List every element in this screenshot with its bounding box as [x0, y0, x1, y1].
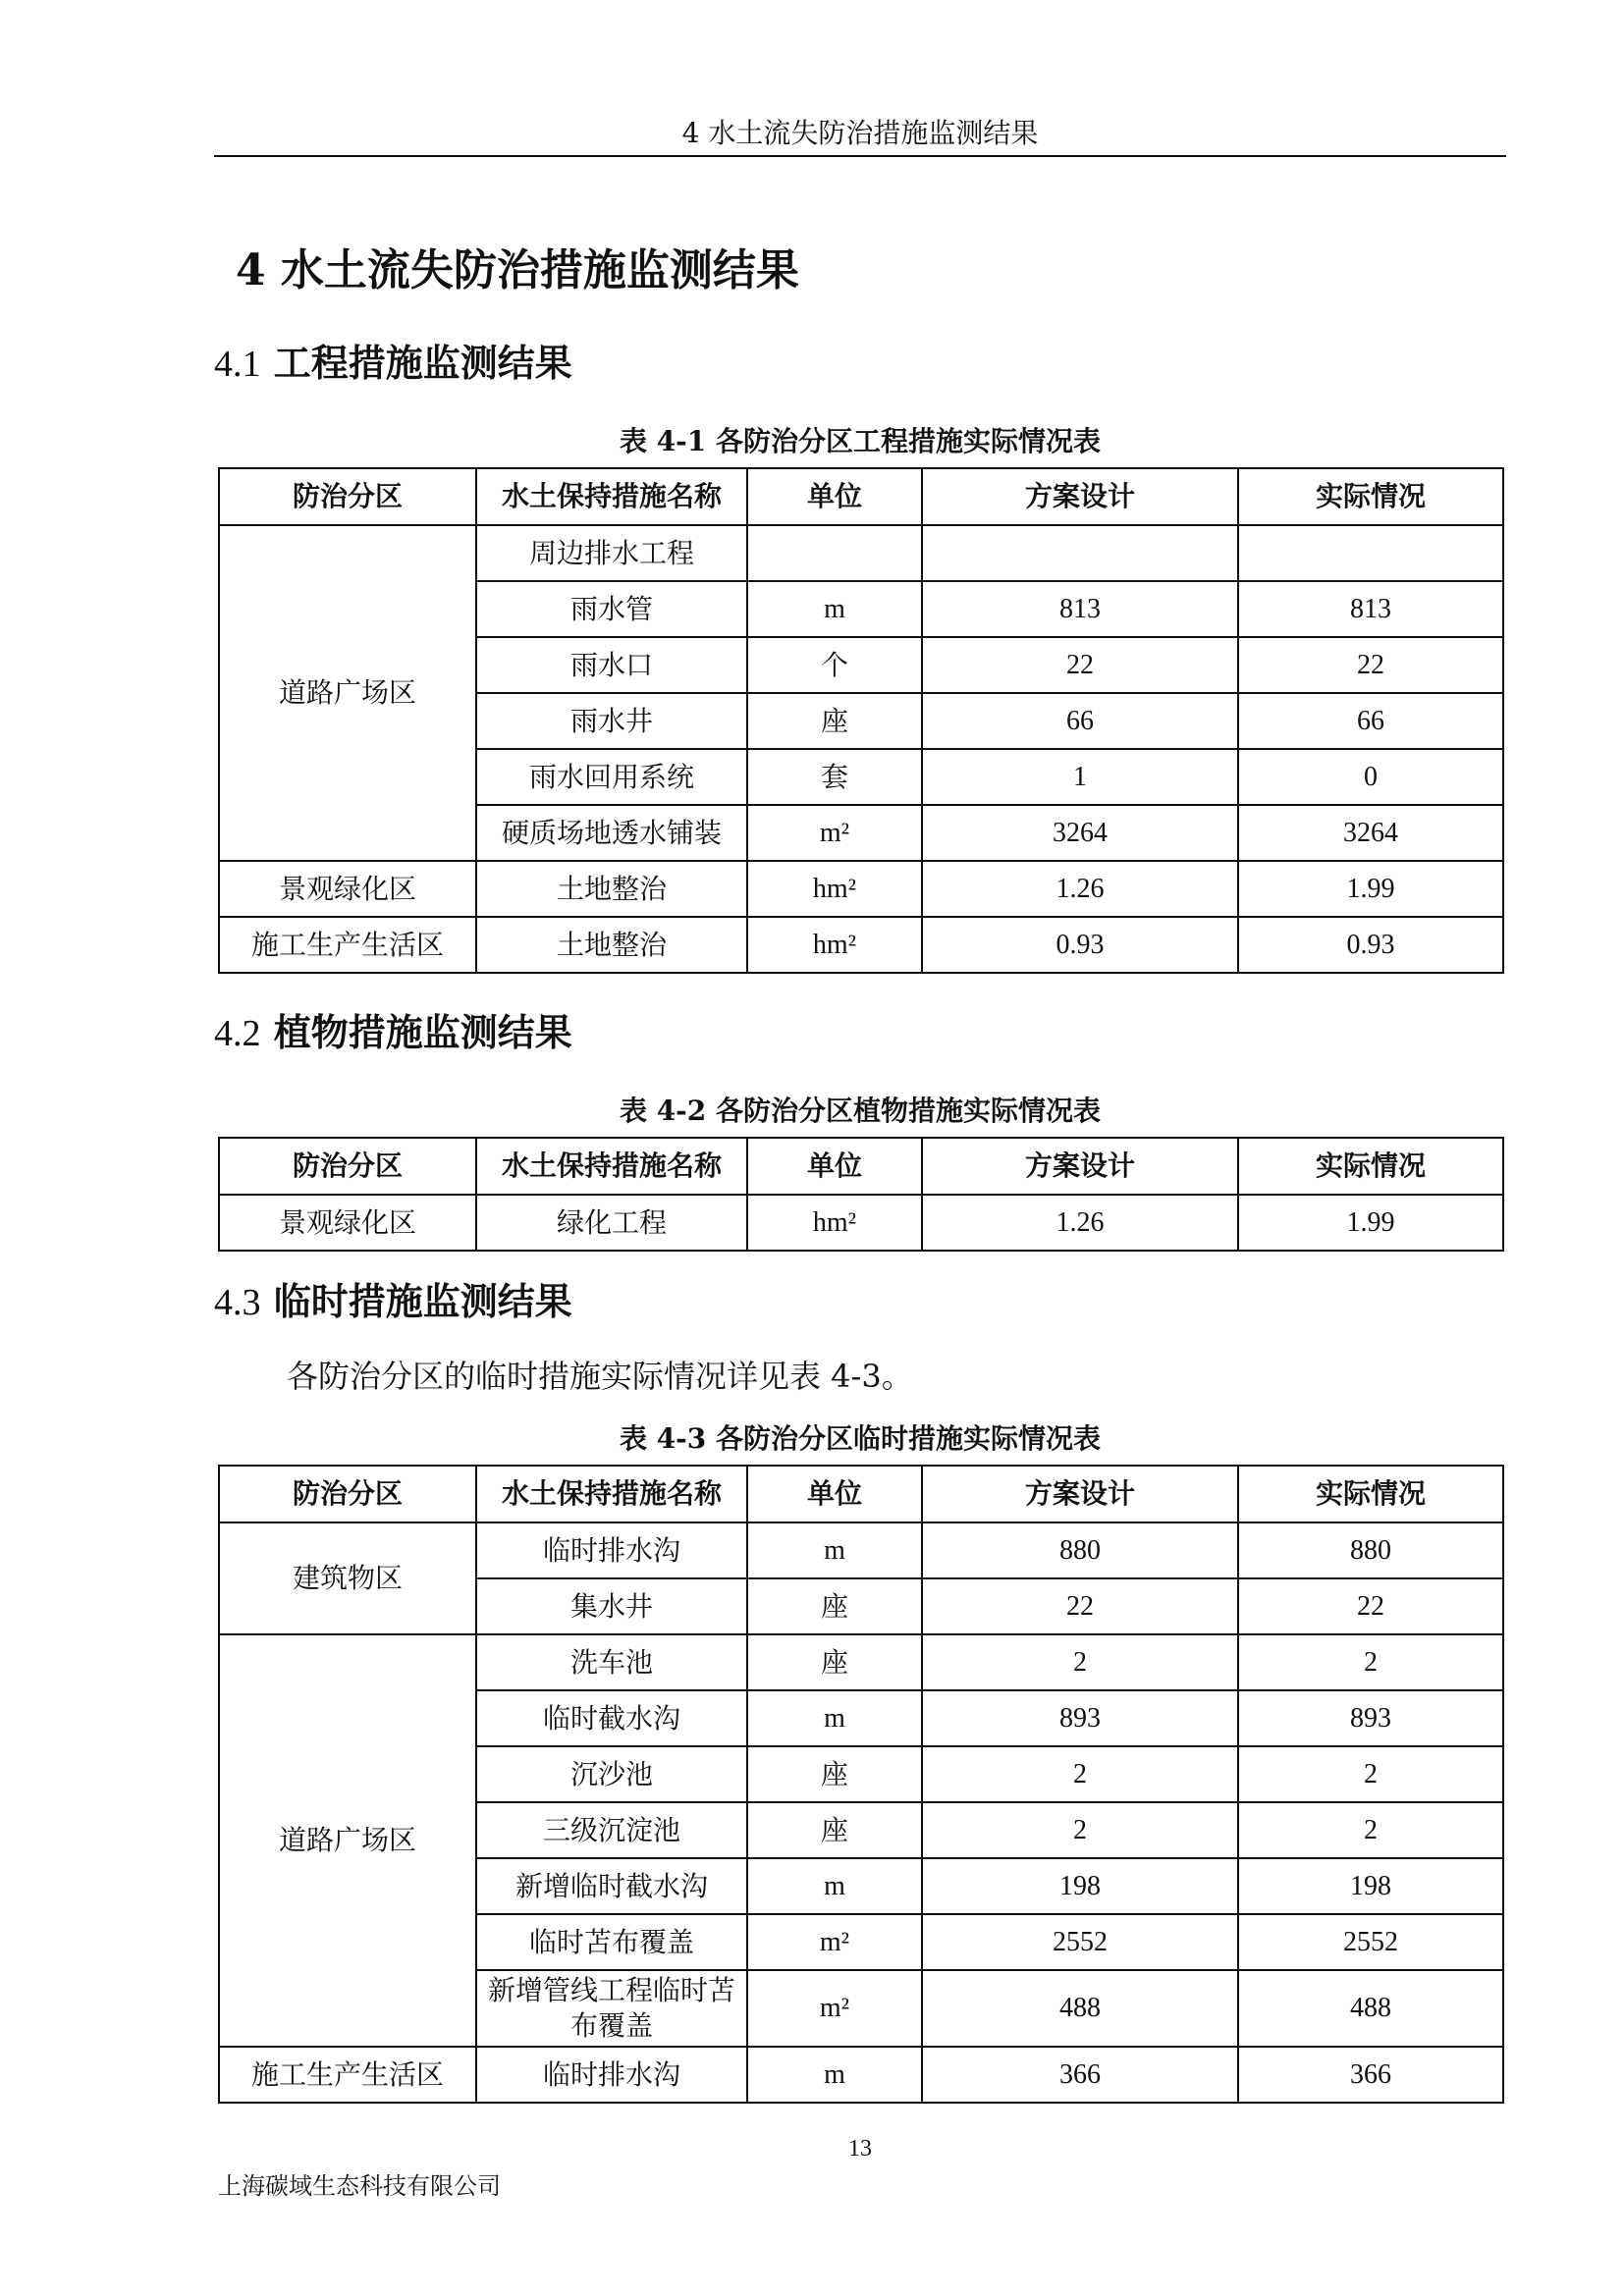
unit-cell: m² [747, 1914, 922, 1970]
unit-cell: 座 [747, 693, 922, 749]
measure-cell: 临时排水沟 [476, 2047, 747, 2103]
unit-cell: 座 [747, 1802, 922, 1858]
table-caption-4-3: 表 4-3 各防治分区临时措施实际情况表 [619, 1422, 1102, 1455]
column-header: 水土保持措施名称 [476, 468, 747, 525]
actual-cell: 893 [1238, 1690, 1503, 1746]
section-number: 4.3 [214, 1282, 261, 1323]
design-cell: 880 [922, 1522, 1238, 1578]
design-cell: 66 [922, 693, 1238, 749]
design-cell: 366 [922, 2047, 1238, 2103]
unit-cell: 座 [747, 1634, 922, 1690]
unit-cell: m [747, 1858, 922, 1914]
table-4-3-intro: 各防治分区的临时措施实际情况详见表 4-3。 [287, 1358, 913, 1395]
unit-cell [747, 525, 922, 581]
footer-company: 上海碳域生态科技有限公司 [218, 2172, 501, 2200]
column-header: 实际情况 [1238, 1466, 1503, 1522]
column-header: 实际情况 [1238, 1138, 1503, 1195]
unit-cell: m [747, 581, 922, 637]
column-header: 防治分区 [219, 1466, 476, 1522]
zone-cell: 道路广场区 [219, 525, 476, 861]
section-title-4-1 [214, 338, 572, 390]
column-header: 防治分区 [219, 1138, 476, 1195]
column-header: 方案设计 [922, 1466, 1238, 1522]
section-label: 临时措施监测结果 [273, 1279, 572, 1323]
table-4-1 [218, 467, 1504, 974]
column-header: 实际情况 [1238, 468, 1503, 525]
actual-cell: 0 [1238, 749, 1503, 805]
measure-cell: 周边排水工程 [476, 525, 747, 581]
zone-cell: 景观绿化区 [219, 1195, 476, 1251]
design-cell: 2 [922, 1634, 1238, 1690]
measure-cell: 新增管线工程临时苫布覆盖 [476, 1970, 747, 2047]
unit-cell: m [747, 1690, 922, 1746]
table-header-row [219, 1138, 1503, 1195]
zone-cell: 道路广场区 [219, 1634, 476, 2047]
measure-cell: 雨水管 [476, 581, 747, 637]
zone-cell: 建筑物区 [219, 1522, 476, 1634]
design-cell: 2 [922, 1802, 1238, 1858]
design-cell: 2 [922, 1746, 1238, 1802]
section-number: 4.2 [214, 1013, 261, 1054]
zone-cell: 施工生产生活区 [219, 2047, 476, 2103]
design-cell: 1.26 [922, 861, 1238, 917]
design-cell: 2552 [922, 1914, 1238, 1970]
unit-cell: 座 [747, 1746, 922, 1802]
actual-cell: 2552 [1238, 1914, 1503, 1970]
actual-cell: 0.93 [1238, 917, 1503, 973]
design-cell: 3264 [922, 805, 1238, 861]
column-header: 单位 [747, 1138, 922, 1195]
column-header: 水土保持措施名称 [476, 1466, 747, 1522]
actual-cell: 366 [1238, 2047, 1503, 2103]
design-cell: 22 [922, 637, 1238, 693]
table-row [219, 2047, 1503, 2103]
unit-cell: 套 [747, 749, 922, 805]
section-label: 植物措施监测结果 [273, 1010, 572, 1054]
actual-cell: 2 [1238, 1802, 1503, 1858]
column-header: 方案设计 [922, 1138, 1238, 1195]
actual-cell: 1.99 [1238, 861, 1503, 917]
measure-cell: 集水井 [476, 1578, 747, 1634]
chapter-title: 4 水土流失防治措施监测结果 [236, 245, 799, 295]
measure-cell: 硬质场地透水铺装 [476, 805, 747, 861]
measure-cell: 雨水井 [476, 693, 747, 749]
measure-cell: 新增临时截水沟 [476, 1858, 747, 1914]
table-caption-4-2: 表 4-2 各防治分区植物措施实际情况表 [619, 1095, 1102, 1127]
column-header: 水土保持措施名称 [476, 1138, 747, 1195]
table-row [219, 525, 1503, 581]
unit-cell: m² [747, 805, 922, 861]
measure-cell: 雨水口 [476, 637, 747, 693]
column-header: 方案设计 [922, 468, 1238, 525]
table-header-row [219, 468, 1503, 525]
unit-cell: m [747, 2047, 922, 2103]
unit-cell: m² [747, 1970, 922, 2047]
measure-cell: 三级沉淀池 [476, 1802, 747, 1858]
table-header-row [219, 1466, 1503, 1522]
design-cell: 1 [922, 749, 1238, 805]
column-header: 单位 [747, 1466, 922, 1522]
measure-cell: 绿化工程 [476, 1195, 747, 1251]
section-label: 工程措施监测结果 [273, 341, 572, 385]
measure-cell: 雨水回用系统 [476, 749, 747, 805]
table-caption-4-1: 表 4-1 各防治分区工程措施实际情况表 [619, 425, 1102, 457]
table-row [219, 1195, 1503, 1251]
design-cell: 488 [922, 1970, 1238, 2047]
design-cell [922, 525, 1238, 581]
actual-cell: 198 [1238, 1858, 1503, 1914]
page-number: 13 [848, 2136, 872, 2162]
design-cell: 893 [922, 1690, 1238, 1746]
measure-cell: 沉沙池 [476, 1746, 747, 1802]
zone-cell: 景观绿化区 [219, 861, 476, 917]
unit-cell: hm² [747, 1195, 922, 1251]
measure-cell: 临时排水沟 [476, 1522, 747, 1578]
actual-cell: 813 [1238, 581, 1503, 637]
actual-cell: 2 [1238, 1634, 1503, 1690]
column-header: 防治分区 [219, 468, 476, 525]
measure-cell: 临时截水沟 [476, 1690, 747, 1746]
table-row [219, 917, 1503, 973]
design-cell: 0.93 [922, 917, 1238, 973]
table-4-3 [218, 1465, 1504, 2104]
table-row [219, 1522, 1503, 1578]
actual-cell: 880 [1238, 1522, 1503, 1578]
unit-cell: 座 [747, 1578, 922, 1634]
actual-cell: 22 [1238, 637, 1503, 693]
actual-cell: 66 [1238, 693, 1503, 749]
section-title-4-2 [214, 1007, 572, 1059]
actual-cell [1238, 525, 1503, 581]
measure-cell: 土地整治 [476, 917, 747, 973]
actual-cell: 488 [1238, 1970, 1503, 2047]
measure-cell: 临时苫布覆盖 [476, 1914, 747, 1970]
unit-cell: hm² [747, 861, 922, 917]
table-row [219, 1634, 1503, 1690]
table-row [219, 861, 1503, 917]
column-header: 单位 [747, 468, 922, 525]
design-cell: 22 [922, 1578, 1238, 1634]
actual-cell: 2 [1238, 1746, 1503, 1802]
unit-cell: hm² [747, 917, 922, 973]
running-header: 4 水土流失防治措施监测结果 [681, 117, 1039, 149]
table-4-2 [218, 1137, 1504, 1252]
unit-cell: m [747, 1522, 922, 1578]
actual-cell: 22 [1238, 1578, 1503, 1634]
actual-cell: 1.99 [1238, 1195, 1503, 1251]
zone-cell: 施工生产生活区 [219, 917, 476, 973]
section-title-4-3 [214, 1276, 572, 1328]
design-cell: 813 [922, 581, 1238, 637]
design-cell: 1.26 [922, 1195, 1238, 1251]
measure-cell: 洗车池 [476, 1634, 747, 1690]
measure-cell: 土地整治 [476, 861, 747, 917]
section-number: 4.1 [214, 344, 261, 385]
unit-cell: 个 [747, 637, 922, 693]
actual-cell: 3264 [1238, 805, 1503, 861]
design-cell: 198 [922, 1858, 1238, 1914]
header-rule [214, 155, 1506, 157]
